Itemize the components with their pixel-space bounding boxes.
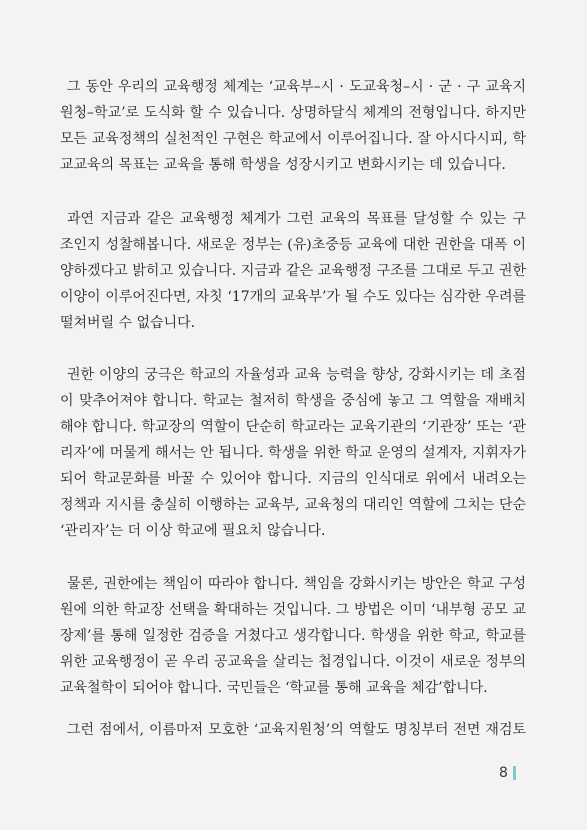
text-line: 양하겠다고 밝히고 있습니다. 지금과 같은 교육행정 구조를 그대로 두고 권한: [60, 263, 526, 279]
text-line: 정책과 지시를 충실히 이행하는 교육부, 교육청의 대리인 역할에 그치는 단순: [60, 497, 526, 513]
text-line: 이양이 이루어진다면, 자칫 ‘17개의 교육부’가 될 수도 있다는 심각한 우려를: [60, 289, 526, 305]
paragraph-2: [60, 206, 526, 336]
text-line: 되어 학교문화를 바꿀 수 있어야 합니다. 지금의 인식대로 위에서 내려오는: [60, 471, 526, 487]
text-line: 과연 지금과 같은 교육행정 체계가 그런 교육의 목표를 달성할 수 있는 구: [67, 211, 526, 227]
page-number: 8: [499, 765, 508, 781]
text-line: 원에 의한 학교장 선택을 확대하는 것입니다. 그 방법은 이미 ‘내부형 공모 교: [60, 602, 526, 618]
text-line: 이 맞추어져야 합니다. 학교는 철저히 학생을 중심에 놓고 그 역할을 재배치: [60, 393, 526, 409]
text-line: 해야 합니다. 학교장의 역할이 단순히 학교라는 교육기관의 ‘기관장’ 또는 ‘관: [60, 419, 526, 435]
paragraph-1: [60, 74, 526, 178]
paragraph-5: [60, 717, 526, 743]
paragraph-3: [60, 362, 526, 544]
text-line: 교육철학이 되어야 합니다. 국민들은 ‘학교를 통해 교육을 체감’합니다.: [60, 680, 488, 696]
text-line: 권한 이양의 궁극은 학교의 자율성과 교육 능력을 향상, 강화시키는 데 초점: [67, 367, 526, 383]
text-line: 리자’에 머물게 해서는 안 됩니다. 학생을 위한 학교 운영의 설계자, 지휘자가: [60, 445, 526, 461]
text-line: 조인지 성찰해봅니다. 새로운 정부는 (유)초중등 교육에 대한 권한을 대폭 이: [60, 237, 526, 253]
text-line: 교교육의 목표는 교육을 통해 학생을 성장시키고 변화시키는 데 있습니다.: [60, 157, 506, 173]
text-line: 떨쳐버릴 수 없습니다.: [60, 315, 196, 331]
text-line: ‘관리자’는 더 이상 학교에 필요치 않습니다.: [60, 523, 326, 539]
page-accent-bar: [513, 766, 516, 780]
text-line: 물론, 권한에는 책임이 따라야 합니다. 책임을 강화시키는 방안은 학교 구성: [67, 576, 526, 592]
text-line: 그 동안 우리의 교육행정 체계는 ‘교육부–시 · 도교육청–시 · 군 · 구 교육지: [67, 79, 526, 95]
paragraph-4: [60, 571, 526, 701]
text-line: 위한 교육행정이 곧 우리 공교육을 살리는 첩경입니다. 이것이 새로운 정부의: [60, 654, 526, 670]
text-line: 그런 점에서, 이름마저 모호한 ‘교육지원청’의 역할도 명칭부터 전면 재검토: [67, 722, 526, 738]
text-line: 모든 교육정책의 실천적인 구현은 학교에서 이루어집니다. 잘 아시다시피, 학: [60, 131, 526, 147]
text-line: 원청–학교’로 도식화 할 수 있습니다. 상명하달식 체계의 전형입니다. 하지만: [60, 105, 526, 121]
text-line: 장제’를 통해 일정한 검증을 거쳤다고 생각합니다. 학생을 위한 학교, 학교를: [60, 628, 526, 644]
